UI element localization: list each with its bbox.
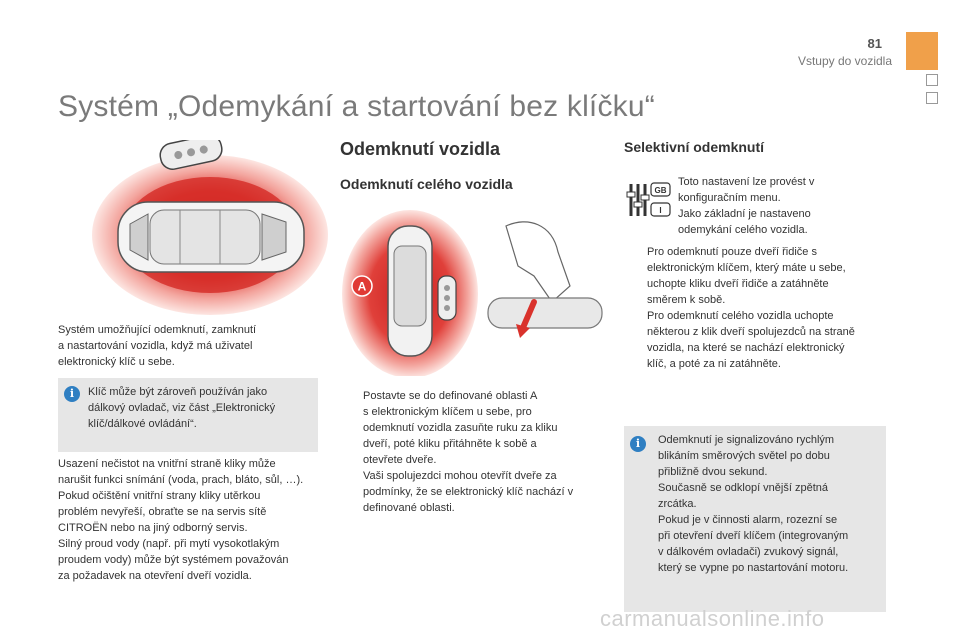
door-handle-illustration <box>338 206 608 376</box>
car-detection-zone-illustration <box>90 140 330 315</box>
electronic-key-icon <box>438 276 456 320</box>
page-number: 81 <box>867 36 882 51</box>
chapter-tab <box>906 32 938 70</box>
info-icon: i <box>630 436 646 452</box>
car-side-view-icon <box>388 226 432 356</box>
full-vehicle-unlock-text: Pro odemknutí celého vozidla uchopte některou z klik dveří spolujezdců na straně vozidla, na které se nachází elektronický klíč, a poté za ni zatáhněte. <box>647 310 855 370</box>
section-title: Vstupy do vozidla <box>797 54 892 68</box>
zone-a-label: A <box>357 279 367 294</box>
intro-text: Systém umožňující odemknutí, zamknutí a nastartování vozidla, když má uživatel elektronický klíč u sebe. <box>58 324 257 368</box>
info-note-key-remote-text: Klíč může být zároveň používán jako dálkový ovladač, viz část „Elektronický klíč/dálkové ovládání“. <box>88 386 276 430</box>
unlock-steps-text: Postavte se do definované oblasti A s elektronickým klíčem u sebe, pro odemknutí vozidla zasuňte ruku za kliku dveří, poté kliku přitáhněte k sobě a otevřete dveře. Vaši spolujezdci mohou otevřít dveře za podmínky, že se elektronický klíč nachází v definované oblasti. <box>363 390 574 514</box>
menu-badge-gb: GB <box>654 186 667 195</box>
info-icon: i <box>64 386 80 402</box>
unlock-full-heading: Odemknutí celého vozidla <box>340 176 513 192</box>
unlock-heading: Odemknutí vozidla <box>340 139 501 159</box>
car-top-view-icon <box>118 202 304 272</box>
chapter-marker-box <box>926 74 938 86</box>
chapter-marker-box <box>926 92 938 104</box>
info-note-unlock-signal-text: Odemknutí je signalizováno rychlým blikáním směrových světel po dobu přibližně dvou sekund. Současně se odklopí vnější zpětná zrcátka. Pokud je v činnosti alarm, rozezní se při otevření dveří klíčem (integrovaným v dálkovém ovladači) zvukový signál, který se vypne po nastartování motoru. <box>658 434 849 574</box>
selective-unlock-heading: Selektivní odemknutí <box>624 139 765 155</box>
watermark: carmanualsonline.info <box>600 606 825 631</box>
dirt-warning-text: Usazení nečistot na vnitřní straně kliky může narušit funkci snímání (voda, prach, bláto, sůl, …). Pokud očištění vnitřní strany kliky utěrkou problém nevyřeší, obraťte se na servis sítě CITROËN nebo na jiný odborný servis. Silný proud vody (např. při mytí vysokotlakým proudem vody) může být systémem považován za požadavek na otevření dveří vozidla. <box>58 458 304 582</box>
driver-door-unlock-text: Pro odemknutí pouze dveří řidiče s elektronickým klíčem, který máte u sebe, uchopte kliku dveří řidiče a zatáhněte směrem k sobě. <box>647 246 846 306</box>
menu-badge-i: I <box>659 206 662 215</box>
page-title: Systém „Odemykání a startování bez klíčku“ <box>58 90 655 123</box>
menu-settings-icon <box>626 180 672 220</box>
config-text: Toto nastavení lze provést v konfiguračním menu. Jako základní je nastaveno odemykání celého vozidla. <box>678 176 815 236</box>
hand-on-door-handle-icon <box>488 222 602 338</box>
